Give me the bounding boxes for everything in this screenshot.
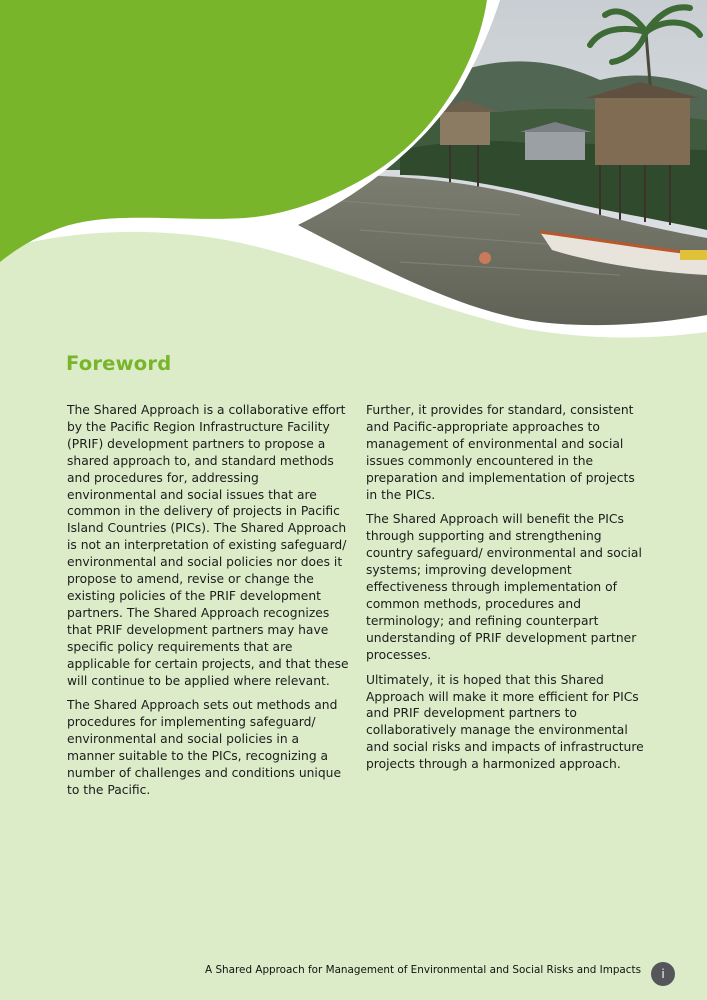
page-number-badge: i	[651, 962, 675, 986]
page-title: Foreword	[66, 352, 172, 375]
left-text-column	[67, 402, 349, 807]
paragraph: Further, it provides for standard, consistent and Pacific-appropriate approaches to management of environmental and social issues commonly encountered in the preparation and implementation of projects in the PICs.	[366, 403, 635, 502]
paragraph: Ultimately, it is hoped that this Shared Approach will make it more efficient for PICs and PRIF development partners to collaboratively manage the environmental and social risks and impacts of infrastructure projects through a harmonized approach.	[366, 672, 644, 772]
right-text-column	[366, 402, 648, 781]
paragraph: The Shared Approach is a collaborative effort by the Pacific Region Infrastructure Facility (PRIF) development partners to propose a shared approach to, and standard methods and procedures for, addressing environmental and social issues that are common in the delivery of projects in Pacific Island Countries (PICs). The Shared Approach is not an interpretation of existing safeguard/ environmental and social policies nor does it propose to amend, revise or change the existing policies of the PRIF development partners. The Shared Approach recognizes that PRIF development partners may have specific policy requirements that are applicable for certain projects, and that these will continue to be applied where relevant.	[67, 403, 349, 688]
paragraph: The Shared Approach sets out methods and procedures for implementing safeguard/ environmental and social policies in a manner suitable to the PICs, recognizing a number of challenges and conditions unique to the Pacific.	[67, 698, 342, 797]
header-artwork	[0, 0, 707, 340]
footer-document-title: A Shared Approach for Management of Environmental and Social Risks and Impacts	[205, 964, 641, 976]
paragraph: The Shared Approach will benefit the PICs through supporting and strengthening country safeguard/ environmental and social systems; improving development effectiveness through implementation of common methods, procedures and terminology; and refining counterpart understanding of PRIF development partner processes.	[366, 512, 642, 662]
